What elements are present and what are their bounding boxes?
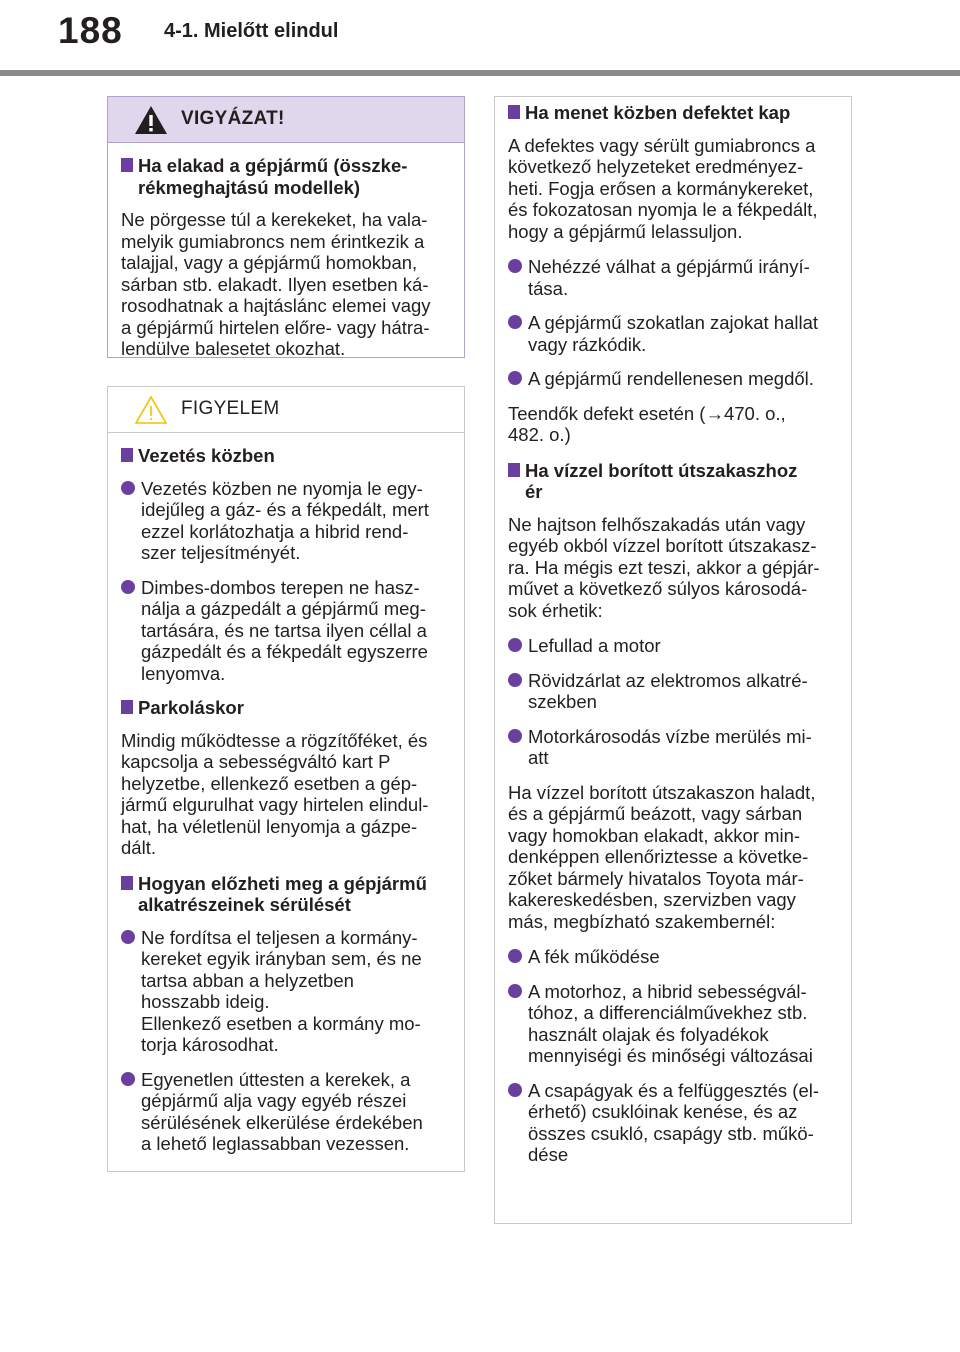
round-bullet-icon [508,259,522,273]
round-bullet-icon [508,371,522,385]
list-item: A csapágyak és a felfüggesztés (el- érhető) csuklóinak kenése, és az összes csukló, csapágy stb. műkö- dése [508,1080,835,1166]
warning-box [107,96,465,358]
notice-heading-damage: Hogyan előzheti meg a gépjármű alkatrészeinek sérülését [121,873,448,916]
list-item: A motorhoz, a hibrid sebességvál- tóhoz, a differenciálművekhez stb. használt olajak és folyadékok mennyiségi és minőségi változásai [508,981,835,1067]
warning-triangle-icon [133,104,169,136]
flat-tire-reference: Teendők defekt esetén (→470. o., 482. o.) [508,402,786,445]
list-item: A fék működése [508,946,835,968]
round-bullet-icon [121,580,135,594]
notice-box-header [108,387,464,433]
inspection-text: Ha vízzel borított útszakaszon haladt, és a gépjármű beázott, vagy sárban vagy homokban elakadt, akkor min- denképpen ellenőriztesse a követke- zőket bármely hivatalos Toyota már- kakereskedésben, szervizben vagy más, megbízható szakembernél: [508,781,816,932]
square-bullet-icon [121,158,133,172]
caution-triangle-icon [133,394,169,426]
round-bullet-icon [121,1072,135,1086]
notice-continued-box [494,96,852,1224]
round-bullet-icon [508,673,522,687]
round-bullet-icon [508,729,522,743]
round-bullet-icon [121,481,135,495]
round-bullet-icon [508,984,522,998]
flooded-road-text: Ne hajtson felhőszakadás után vagy egyéb okból vízzel borított útszakasz- ra. Ha mégis ezt teszi, akkor a gépjár- művet a következő súlyos károsodá- sok érhetik: [508,513,820,621]
list-item: Vezetés közben ne nyomja le egy- idejűleg a gáz- és a fékpedált, mert ezzel korlátozhatja a hibrid rend- szer teljesítményét. [121,478,448,564]
square-bullet-icon [121,448,133,462]
list-item: Rövidzárlat az elektromos alkatré- szekben [508,670,835,713]
square-bullet-icon [121,700,133,714]
notice-box [107,386,465,1172]
square-bullet-icon [508,105,520,119]
heading-flooded-road: Ha vízzel borított útszakaszhoz ér [508,460,835,503]
round-bullet-icon [508,315,522,329]
list-item: A gépjármű rendellenesen megdől. [508,368,835,390]
round-bullet-icon [508,1083,522,1097]
list-item: Egyenetlen úttesten a kerekek, a gépjármű alja vagy egyéb részei sérülésének elkerülése érdekében a lehető leglassabban vezessen. [121,1069,448,1155]
list-item: A gépjármű szokatlan zajokat hallat vagy rázkódik. [508,312,835,355]
square-bullet-icon [508,463,520,477]
list-item: Ne fordítsa el teljesen a kormány- kereket egyik irányban sem, és ne tartsa abban a helyzetben hosszabb ideig. Ellenkező esetben a kormány mo- torja károsodhat. [121,927,448,1056]
list-item: Motorkárosodás vízbe merülés mi- att [508,726,835,769]
warning-title: VIGYÁZAT! [181,108,285,129]
square-bullet-icon [121,876,133,890]
warning-text: Ne pörgesse túl a kerekeket, ha vala- melyik gumiabroncs nem érintkezik a talajjal, vagy a gépjármű homokban, sárban stb. elakadt. Ilyen esetben ká- rosodhatnak a hajtáslánc elemei vagy a gépjármű hirtelen előre- vagy hátra- lendülve balesetet okozhat. [121,209,431,359]
notice-heading-parking: Parkoláskor [121,697,448,719]
notice-title: FIGYELEM [181,398,280,419]
page-number: 188 [58,10,123,51]
warning-heading: Ha elakad a gépjármű (összke- rékmeghajtású modellek) [121,155,448,198]
heading-flat-tire: Ha menet közben defektet kap [508,102,835,124]
page-header [0,0,960,78]
round-bullet-icon [508,638,522,652]
section-title: 4-1. Mielőtt elindul [164,20,339,42]
list-item: Nehézzé válhat a gépjármű irányí- tása. [508,256,835,299]
round-bullet-icon [121,930,135,944]
notice-parking-text: Mindig működtesse a rögzítőféket, és kapcsolja a sebességváltó kart P helyzetbe, ellenkező esetben a gép- jármű elgurulhat vagy hirtelen elindul- hat, ha véletlenül lenyomja a gázpe- dált. [121,729,429,858]
flat-tire-text: A defektes vagy sérült gumiabroncs a következő helyzeteket eredményez- heti. Fogja erősen a kormánykereket, és fokozatosan nyomja le a fékpedált, hogy a gépjármű lelassuljon. [508,134,818,242]
warning-box-header [108,97,464,143]
header-rule [0,70,960,76]
notice-heading-driving: Vezetés közben [121,445,448,467]
list-item: Lefullad a motor [508,635,835,657]
round-bullet-icon [508,949,522,963]
list-item: Dimbes-dombos terepen ne hasz- nálja a gázpedált a gépjármű meg- tartására, és ne tartsa ilyen céllal a gázpedált és a fékpedált egyszerre lenyomva. [121,577,448,685]
